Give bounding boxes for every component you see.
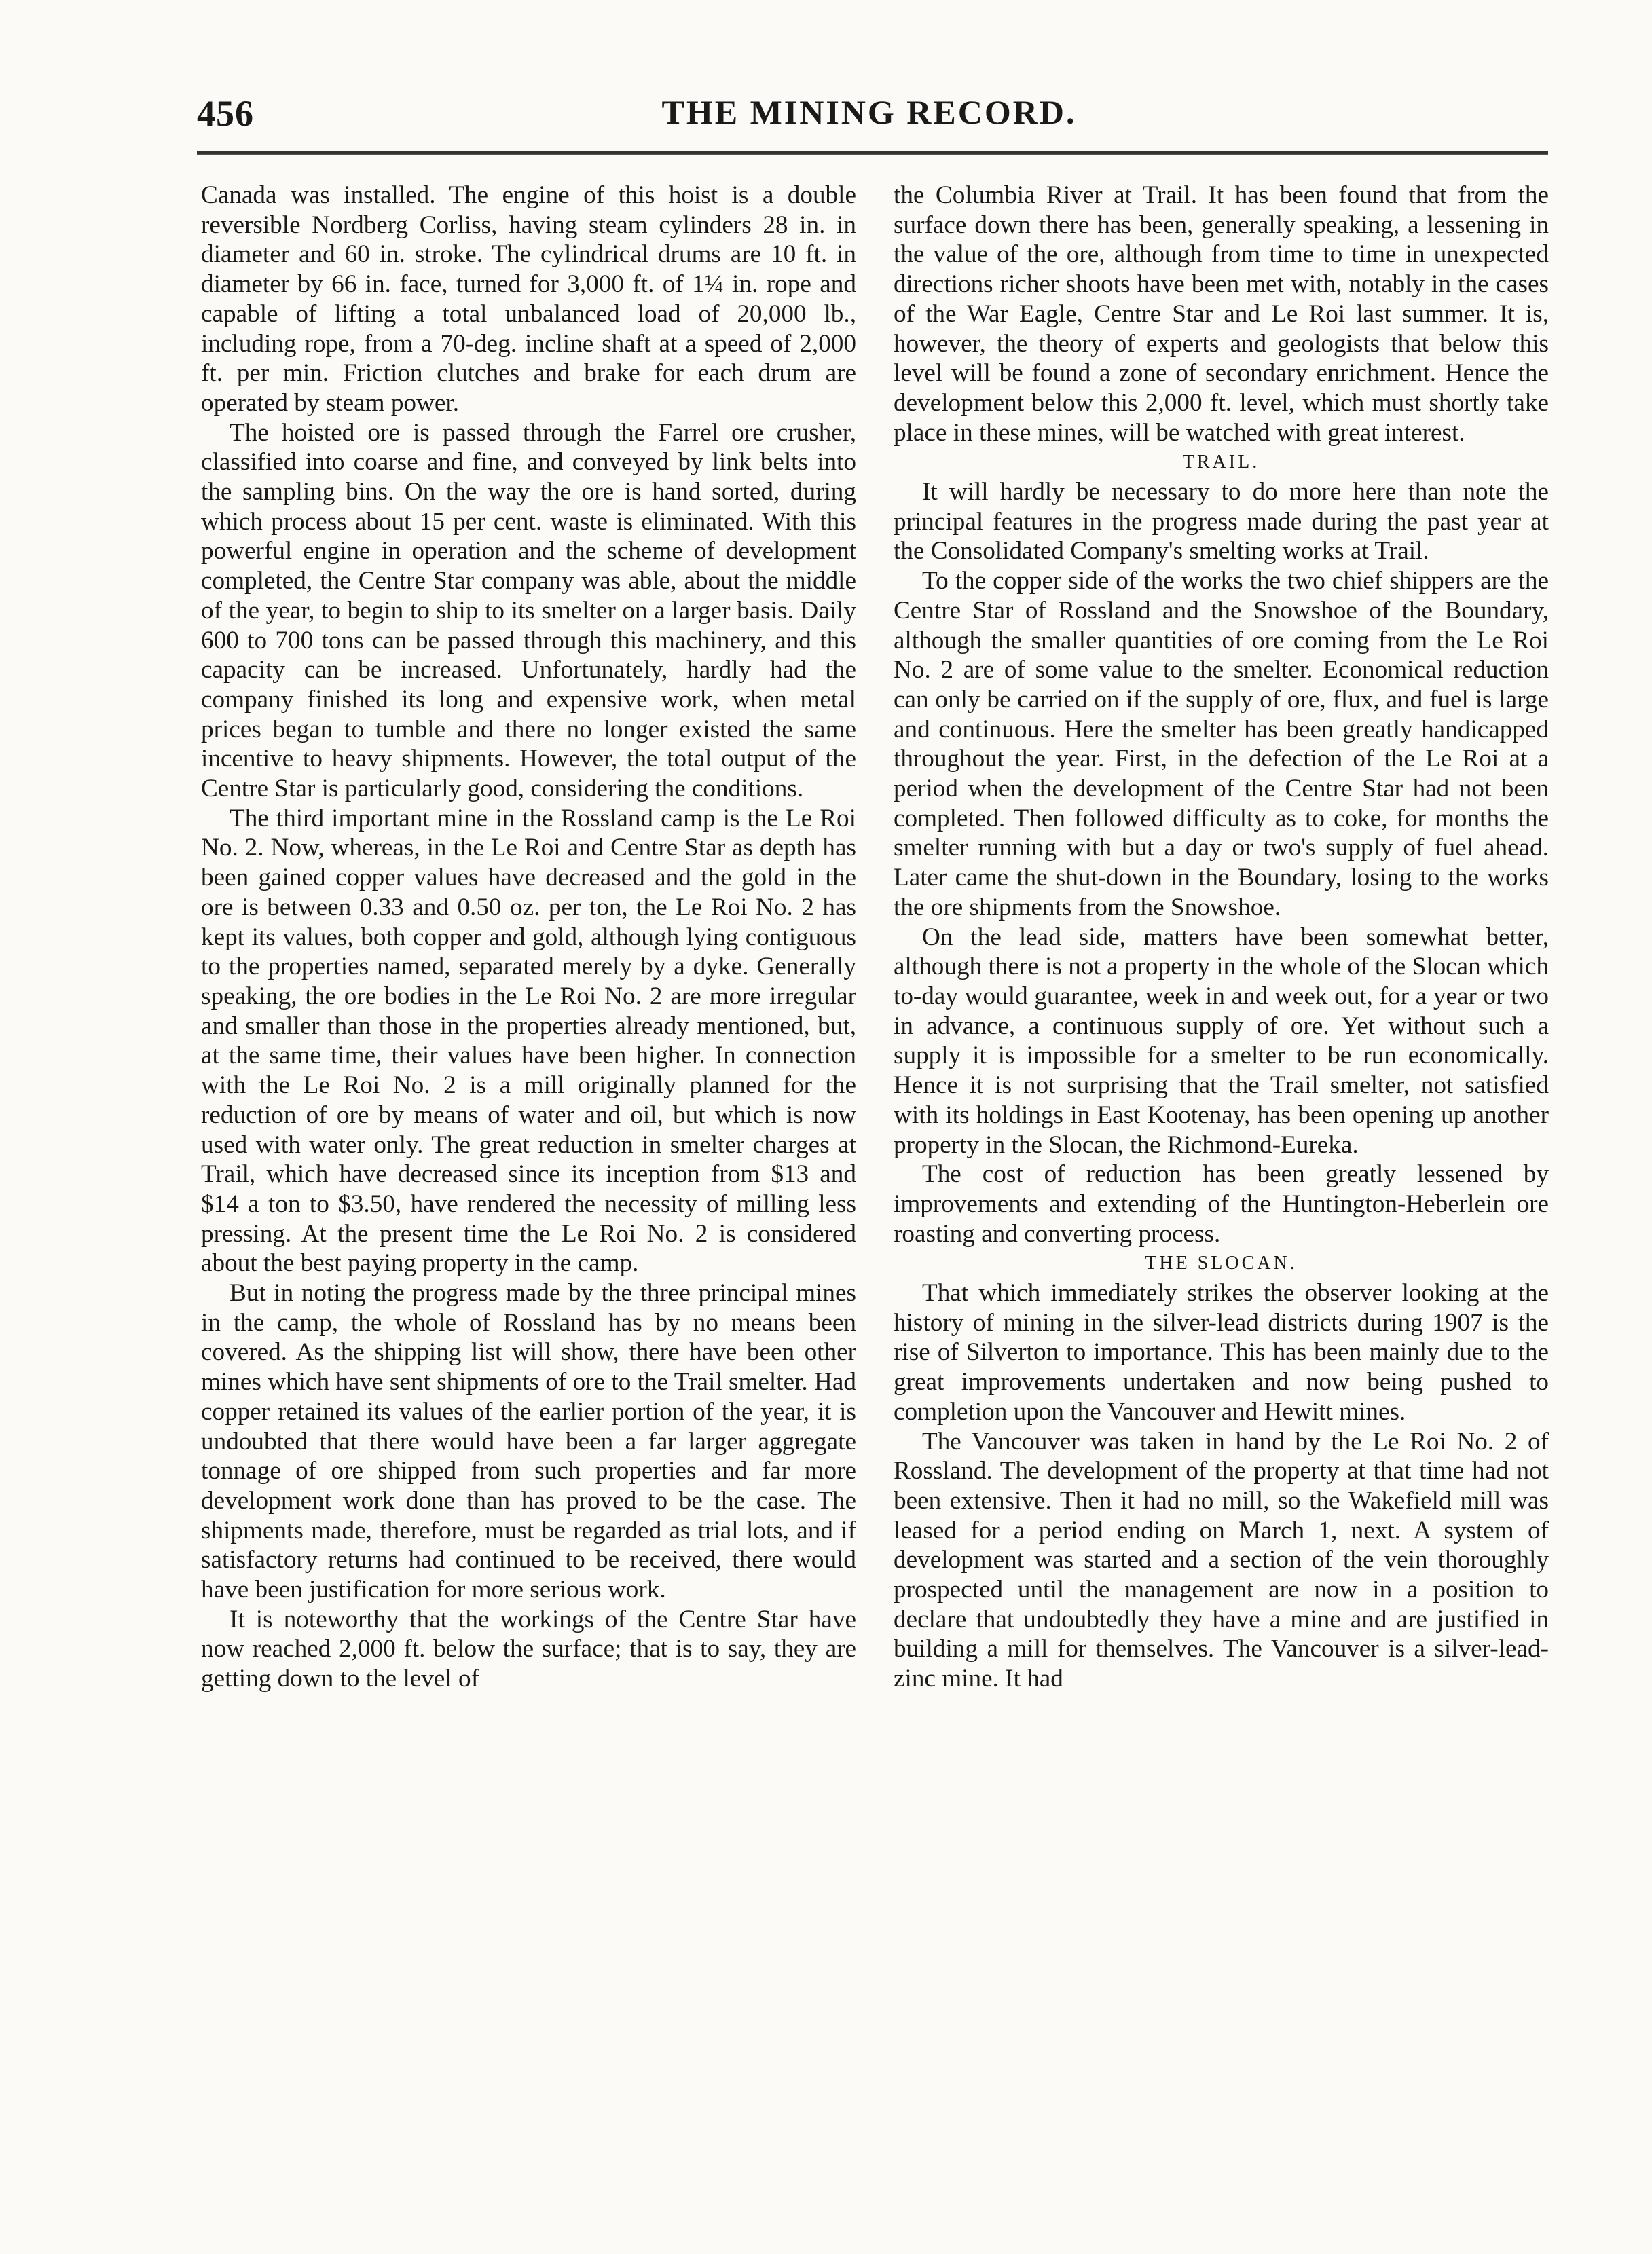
right-column [894, 181, 1549, 2190]
paragraph: To the copper side of the works the two chief shippers are the Centre Star of Rossland and the Snowshoe of the Boundary, although the smaller quantities of ore coming from the Le Roi No. 2 are of some value to the smelter. Economical reduction can only be carried on if the supply of ore, flux, and fuel is large and continuous. Here the smelter has been greatly handicapped throughout the year. First, in the defection of the Le Roi at a period when the development of the Centre Star had not been completed. Then followed difficulty as to coke, for months the smelter running with but a day or two's supply of fuel ahead. Later came the shut-down in the Boundary, losing to the works the ore shipments from the Snowshoe. [894, 567, 1549, 921]
journal-title: THE MINING RECORD. [661, 93, 1077, 131]
paragraph: The cost of reduction has been greatly lessened by improvements and extending of the Huntington-Heberlein ore roasting and converting process. [894, 1160, 1549, 1248]
paragraph: the Columbia River at Trail. It has been found that from the surface down there has been, generally speaking, a lessening in the value of the ore, although from time to time in unexpected directions richer shoots have been met with, notably in the cases of the War Eagle, Centre Star and Le Roi last summer. It is, however, the theory of experts and geologists that below this level will be found a zone of secondary enrichment. Hence the development below this 2,000 ft. level, which must shortly take place in these mines, will be watched with great interest. [894, 181, 1549, 447]
paragraph: On the lead side, matters have been somewhat better, although there is not a property in the whole of the Slocan which to-day would guarantee, week in and week out, for a year or two in advance, a continuous supply of ore. Yet without such a supply it is impossible for a smelter to be run economically. Hence it is not surprising that the Trail smelter, not satisfied with its holdings in East Kootenay, has been opening up another property in the Slocan, the Richmond-Eureka. [894, 923, 1549, 1159]
paragraph: That which immediately strikes the observer looking at the history of mining in the silver-lead districts during 1907 is the rise of Silverton to importance. This has been mainly due to the great improvements undertaken and now being pushed to completion upon the Vancouver and Hewitt mines. [894, 1279, 1549, 1426]
section-heading-trail: TRAIL. [1182, 451, 1260, 473]
paragraph: Canada was installed. The engine of this hoist is a double reversible Nordberg Corliss, having steam cylinders 28 in. in diameter and 60 in. stroke. The cylindrical drums are 10 ft. in diameter by 66 in. face, turned for 3,000 ft. of 1¼ in. rope and capable of lifting a total unbalanced load of 20,000 lb., including rope, from a 70-deg. incline shaft at a speed of 2,000 ft. per min. Friction clutches and brake for each drum are operated by steam power. [201, 181, 856, 417]
running-header [197, 92, 1541, 140]
paragraph: The hoisted ore is passed through the Farrel ore crusher, classified into coarse and fine, and conveyed by link belts into the sampling bins. On the way the ore is hand sorted, during which process about 15 per cent. waste is eliminated. With this powerful engine in operation and the scheme of development completed, the Centre Star company was able, about the middle of the year, to begin to ship to its smelter on a larger basis. Daily 600 to 700 tons can be passed through this machinery, and this capacity can be increased. Unfortunately, hardly had the company finished its long and expensive work, when metal prices began to tumble and there no longer existed the same incentive to heavy shipments. However, the total output of the Centre Star is particularly good, considering the conditions. [201, 418, 856, 803]
paragraph: The third important mine in the Rossland camp is the Le Roi No. 2. Now, whereas, in the Le Roi and Centre Star as depth has been gained copper values have decreased and the gold in the ore is between 0.33 and 0.50 oz. per ton, the Le Roi No. 2 has kept its values, both copper and gold, although lying contiguous to the properties named, separated merely by a dyke. Generally speaking, the ore bodies in the Le Roi No. 2 are more irregular and smaller than those in the properties already mentioned, but, at the same time, their values have been higher. In connection with the Le Roi No. 2 is a mill originally planned for the reduction of ore by means of water and oil, but which is now used with water only. The great reduction in smelter charges at Trail, which have decreased since its inception from $13 and $14 a ton to $3.50, have rendered the necessity of milling less pressing. At the present time the Le Roi No. 2 is considered about the best paying property in the camp. [201, 804, 856, 1278]
section-heading-slocan: THE SLOCAN. [1145, 1253, 1298, 1274]
paragraph: It will hardly be necessary to do more here than note the principal features in the progress made during the past year at the Consolidated Company's smelting works at Trail. [894, 478, 1549, 566]
paragraph: But in noting the progress made by the three principal mines in the camp, the whole of Rossland has by no means been covered. As the shipping list will show, there have been other mines which have sent shipments of ore to the Trail smelter. Had copper retained its values of the earlier portion of the year, it is undoubted that there would have been a far larger aggregate tonnage of ore shipped from such properties and far more development work done than has proved to be the case. The shipments made, therefore, must be regarded as trial lots, and if satisfactory returns had continued to be received, there would have been justification for more serious work. [201, 1279, 856, 1604]
left-column [201, 181, 856, 2190]
paragraph: It is noteworthy that the workings of the Centre Star have now reached 2,000 ft. below the surface; that is to say, they are getting down to the level of [201, 1605, 856, 1693]
paragraph: The Vancouver was taken in hand by the Le Roi No. 2 of Rossland. The development of the property at that time had not been extensive. Then it had no mill, so the Wakefield mill was leased for a period ending on March 1, next. A system of development was started and a section of the vein thoroughly prospected until the management are now in a position to declare that undoubtedly they have a mine and are justified in building a mill for themselves. The Vancouver is a silver-lead-zinc mine. It had [894, 1427, 1549, 1693]
page-number: 456 [197, 93, 254, 134]
header-rule [197, 151, 1548, 155]
